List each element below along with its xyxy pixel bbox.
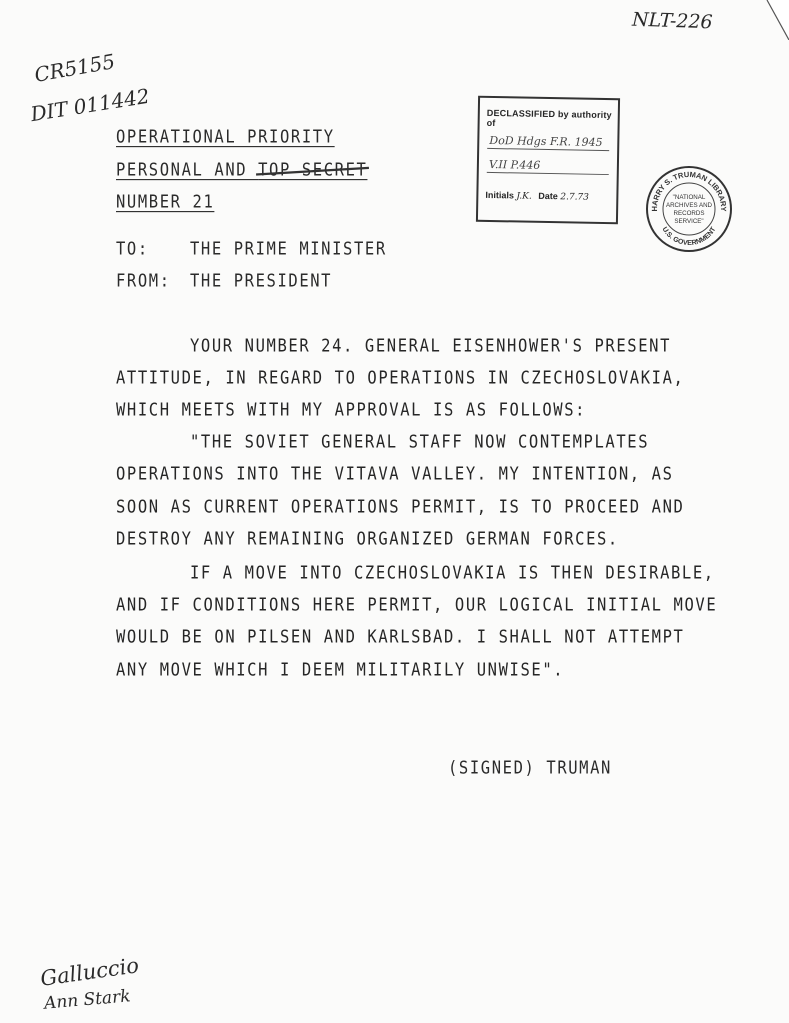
nlt-annotation: NLT-226 xyxy=(631,8,713,34)
classification-top-secret-struck: TOP SECRET xyxy=(258,160,368,181)
stamp-rule xyxy=(487,172,609,175)
stamp-date: 2.7.73 xyxy=(560,192,590,203)
stamp-initials-label: Initials xyxy=(485,189,514,201)
body-line: YOUR NUMBER 24. GENERAL EISENHOWER'S PRESENT xyxy=(190,336,671,357)
body-line: ATTITUDE, IN REGARD TO OPERATIONS IN CZECHOSLOVAKIA, xyxy=(116,368,685,389)
cr-annotation: CR5155 xyxy=(32,49,117,87)
bottom-signature-1: Galluccio xyxy=(38,953,141,991)
to-label: TO: xyxy=(116,239,149,260)
signature-line: (SIGNED) TRUMAN xyxy=(448,758,612,779)
to-recipient: THE PRIME MINISTER xyxy=(190,239,387,260)
message-number: NUMBER 21 xyxy=(116,192,215,213)
stamp-footer xyxy=(485,190,589,203)
classification-line xyxy=(116,160,367,180)
body-line: WHICH MEETS WITH MY APPROVAL IS AS FOLLOWS: xyxy=(116,400,587,421)
dit-annotation: DIT 011442 xyxy=(28,83,152,127)
truman-library-seal xyxy=(645,165,733,253)
body-line: WOULD BE ON PILSEN AND KARLSBAD. I SHALL NOT ATTEMPT xyxy=(116,627,685,648)
body-line: "THE SOVIET GENERAL STAFF NOW CONTEMPLATES xyxy=(190,432,650,453)
body-line: ANY MOVE WHICH I DEEM MILITARILY UNWISE". xyxy=(116,660,565,681)
body-line: AND IF CONDITIONS HERE PERMIT, OUR LOGICAL INITIAL MOVE xyxy=(116,595,718,616)
stamp-authority: DoD Hdgs F.R. 1945 xyxy=(489,133,603,149)
body-line: SOON AS CURRENT OPERATIONS PERMIT, IS TO PROCEED AND xyxy=(116,497,685,518)
body-line: IF A MOVE INTO CZECHOSLOVAKIA IS THEN DESIRABLE, xyxy=(190,563,715,584)
priority-line: OPERATIONAL PRIORITY xyxy=(116,127,335,148)
declassified-stamp xyxy=(476,96,620,224)
page-corner-fold xyxy=(749,0,789,40)
body-line: DESTROY ANY REMAINING ORGANIZED GERMAN FORCES. xyxy=(116,529,619,550)
from-sender: THE PRESIDENT xyxy=(190,271,333,292)
bottom-signature-2: Ann Stark xyxy=(43,986,132,1014)
stamp-title: DECLASSIFIED by authority of xyxy=(486,107,612,129)
seal-center-4: SERVICE" xyxy=(674,218,704,225)
stamp-date-label: Date xyxy=(538,190,558,202)
seal-center-2: ARCHIVES AND xyxy=(665,202,713,209)
from-label: FROM: xyxy=(116,271,171,292)
seal-bottom-text: U.S. GOVERNMENT xyxy=(660,226,718,248)
stamp-reference: V.II P.446 xyxy=(488,157,541,172)
classification-personal: PERSONAL AND xyxy=(116,160,259,181)
seal-center-1: "NATIONAL xyxy=(672,194,706,201)
seal-center-3: RECORDS xyxy=(673,210,705,217)
seal-top-text: HARRY S. TRUMAN LIBRARY xyxy=(649,169,729,212)
stamp-initials: J.K. xyxy=(516,191,532,202)
body-line: OPERATIONS INTO THE VITAVA VALLEY. MY INTENTION, AS xyxy=(116,464,674,485)
